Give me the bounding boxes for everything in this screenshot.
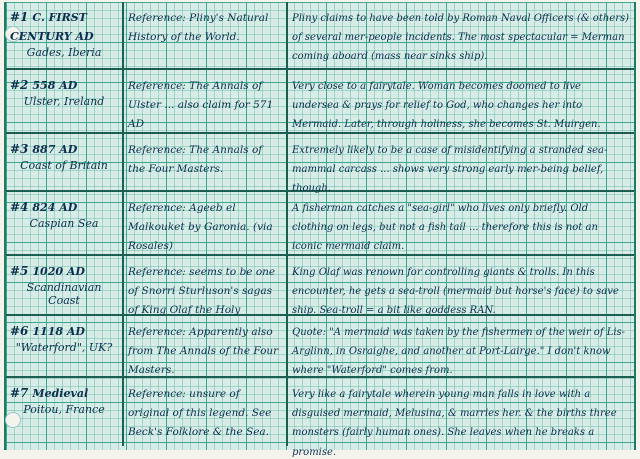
table-row: [6, 256, 634, 316]
entry-number: #3: [10, 142, 29, 156]
notes-cell: [288, 316, 634, 376]
entry-number: #5: [10, 264, 29, 278]
date-place-cell: [6, 378, 124, 446]
entry-reference: Reference: The Annals of the Four Masters.: [128, 144, 263, 176]
date-place-cell: [6, 192, 124, 254]
entry-place: Poitou, France: [23, 403, 105, 417]
table-row: [6, 2, 634, 70]
entry-reference: Reference: The Annals of Ulster ... also claim for 571 AD: [128, 80, 274, 131]
entry-notes: Very like a fairytale wherein young man falls in love with a disguised mermaid, Melusina, & marries her. & the births three monsters (fairly human ones). She leaves when he breaks a promise.: [292, 389, 617, 458]
reference-cell: [124, 70, 288, 132]
entry-place: Ulster, Ireland: [23, 95, 105, 109]
entry-number: #6: [10, 324, 29, 338]
entry-number: #4: [10, 200, 29, 214]
reference-cell: [124, 192, 288, 254]
date-place-cell: [6, 2, 124, 68]
table-row: [6, 378, 634, 458]
notes-cell: [288, 70, 634, 132]
date-place-cell: [6, 256, 124, 314]
date-place-cell: [6, 134, 124, 190]
entry-notes: Quote: "A mermaid was taken by the fishermen of the weir of Lis-Arglinn, in Osraighe, and another at Port-Lairge." I don't know where "Waterford" comes from.: [292, 327, 626, 377]
entry-notes: Very close to a fairytale. Woman becomes doomed to live undersea & prays for relief to God, who changes her into Mermaid. Later, through holiness, she becomes St. Muirgen.: [292, 81, 601, 131]
date-place-cell: [6, 70, 124, 132]
reference-cell: [124, 2, 288, 68]
table-row: [6, 70, 634, 134]
notes-cell: [288, 134, 634, 195]
entry-reference: Reference: seems to be one of Snorri Sturluson's sagas of King Olaf the Holy: [128, 266, 276, 317]
reference-cell: [124, 316, 288, 376]
entry-place: "Waterford", UK?: [15, 341, 113, 355]
entry-date: 1020 AD: [32, 265, 85, 278]
entry-date: Medieval: [32, 387, 89, 400]
date-place-cell: [6, 316, 124, 376]
notes-cell: [288, 378, 634, 458]
notes-cell: [288, 192, 634, 254]
reference-cell: [124, 256, 288, 317]
reference-cell: [124, 134, 288, 190]
entry-notes: Pliny claims to have been told by Roman Naval Officers (& others) of several mer-people incidents. The most spectacular = Merman coming aboard (mass near sinks ship).: [292, 13, 630, 63]
entry-number: #1: [10, 10, 29, 24]
entry-notes: A fisherman catches a "sea-girl" who lives only briefly. Old clothing on legs, but not a fish tail ... therefore this is not an iconic mermaid claim.: [292, 203, 598, 253]
table-row: [6, 316, 634, 378]
table-row: [6, 134, 634, 195]
entry-reference: Reference: Apparently also from The Annals of the Four Masters.: [128, 326, 279, 377]
entry-notes: Extremely likely to be a case of misidentifying a stranded sea-mammal carcass ... shows very strong early mer-being belief, though.: [292, 145, 608, 195]
entry-place: Scandinavian Coast: [26, 281, 102, 308]
entry-date: 887 AD: [32, 143, 78, 156]
entry-number: #7: [10, 386, 29, 400]
entry-place: Caspian Sea: [29, 217, 99, 231]
entry-date: 558 AD: [32, 79, 78, 92]
entry-reference: Reference: Ageeb el Malkouket by Garonia. (via Rosales): [128, 202, 273, 253]
entry-notes: King Olaf was renown for controlling giants & trolls. In this encounter, he gets a sea-troll (mermaid but horse's face) to save ship. Sea-troll = a bit like goddess RAN.: [292, 267, 619, 317]
graph-paper-sheet: [4, 2, 636, 458]
entry-number: #2: [10, 78, 29, 92]
entry-date: 824 AD: [32, 201, 78, 214]
entry-date: 1118 AD: [32, 325, 85, 338]
notes-cell: [288, 256, 634, 317]
entry-reference: Reference: unsure of original of this legend. See Beck's Folklore & the Sea.: [128, 388, 272, 439]
notes-cell: [288, 2, 634, 68]
entry-place: Coast of Britain: [20, 159, 108, 173]
entry-date: C. FIRST CENTURY AD: [10, 11, 94, 44]
table-row: [6, 192, 634, 256]
reference-cell: [124, 378, 288, 446]
entry-reference: Reference: Pliny's Natural History of the World.: [128, 12, 269, 44]
entry-place: Gades, Iberia: [26, 46, 102, 60]
